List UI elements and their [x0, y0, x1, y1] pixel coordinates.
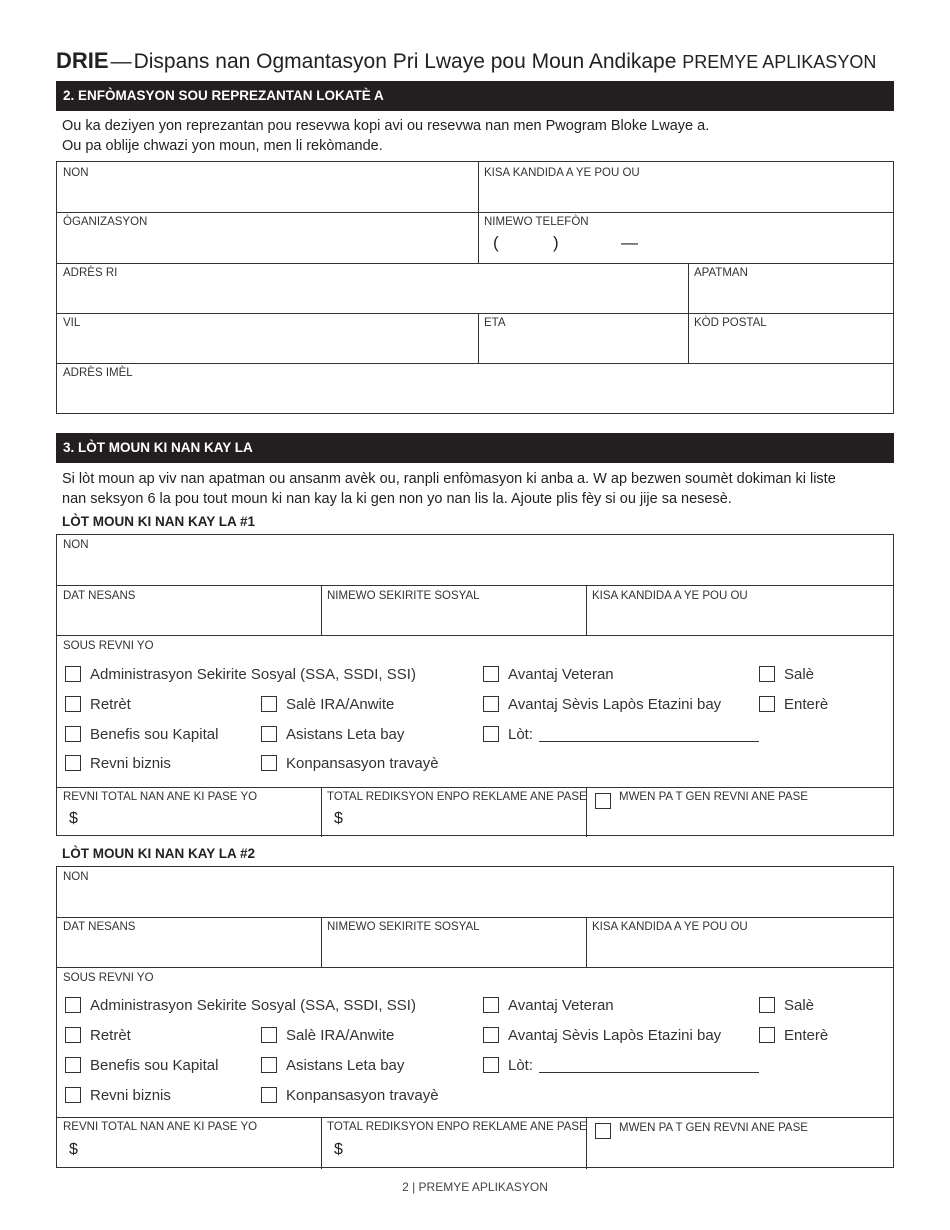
member-2-ssa-checkbox[interactable] — [65, 997, 81, 1013]
member-1-no-income-label: MWEN PA T GEN REVNI ANE PASE — [619, 791, 808, 803]
member-2-deductions-field[interactable]: TOTAL REDIKSYON ENPO REKLAME ANE PASE — [327, 1121, 587, 1133]
member-2-business-label: Revni biznis — [90, 1087, 171, 1104]
member-2-ira-label: Salè IRA/Anwite — [286, 1027, 395, 1044]
title-subtitle: PREMYE APLIKASYON — [682, 52, 877, 72]
member-1-capital-label: Benefis sou Kapital — [90, 726, 219, 743]
rep-street-field[interactable]: ADRÈS RI — [63, 267, 118, 279]
member-1-heading: LÒT MOUN KI NAN KAY LA #1 — [62, 514, 256, 529]
member-2-income-dollar: $ — [69, 1141, 78, 1158]
member-1-interest-checkbox[interactable] — [759, 696, 775, 712]
section-2-intro — [62, 116, 882, 156]
member-1-veteran-checkbox[interactable] — [483, 666, 499, 682]
member-1-ira-checkbox[interactable] — [261, 696, 277, 712]
member-1-ssa-checkbox[interactable] — [65, 666, 81, 682]
member-1-capital-checkbox[interactable] — [65, 726, 81, 742]
section-3-intro-line-2: nan seksyon 6 la pou tout moun ki nan kay la ki gen non yo nan lis la. Ajoute plis fèy si ou jije sa nesesè. — [62, 491, 732, 507]
member-1-pension-checkbox[interactable] — [65, 696, 81, 712]
member-2-dob-field[interactable]: DAT NESANS — [63, 921, 136, 933]
member-1-other-input[interactable] — [539, 741, 759, 742]
member-1-income-dollar: $ — [69, 810, 78, 827]
member-2-state-assist-checkbox[interactable] — [261, 1057, 277, 1073]
member-1-business-checkbox[interactable] — [65, 755, 81, 771]
member-2-other-label: Lòt: — [508, 1057, 534, 1074]
section-2-intro-line-1: Ou ka deziyen yon reprezantan pou resevwa kopi avi ou resevwa nan men Pwogram Bloke Lwaye a. — [62, 118, 710, 134]
representative-box — [56, 161, 894, 414]
member-1-other-label: Lòt: — [508, 726, 534, 743]
member-2-income-sources-label: SOUS REVNI YO — [63, 972, 154, 984]
member-2-no-income-checkbox[interactable] — [595, 1123, 611, 1139]
member-1-salary-checkbox[interactable] — [759, 666, 775, 682]
member-1-postal-checkbox[interactable] — [483, 696, 499, 712]
title-main: Dispans nan Ogmantasyon Pri Lwaye pou Moun Andikape — [133, 50, 677, 73]
member-2-ssa-label: Administrasyon Sekirite Sosyal (SSA, SSDI, SSI) — [90, 997, 416, 1014]
member-2-workers-comp-checkbox[interactable] — [261, 1087, 277, 1103]
member-2-box — [56, 866, 894, 1168]
phone-close-paren: ) — [553, 233, 559, 252]
phone-dash: — — [621, 233, 638, 252]
rep-state-field[interactable]: ETA — [484, 317, 506, 329]
member-2-heading: LÒT MOUN KI NAN KAY LA #2 — [62, 846, 256, 861]
member-2-no-income-label: MWEN PA T GEN REVNI ANE PASE — [619, 1122, 808, 1134]
member-1-state-assist-label: Asistans Leta bay — [286, 726, 405, 743]
member-2-other-input[interactable] — [539, 1072, 759, 1073]
member-2-interest-label: Enterè — [784, 1027, 829, 1044]
member-2-postal-checkbox[interactable] — [483, 1027, 499, 1043]
rep-phone-field[interactable]: NIMEWO TELEFÒN — [484, 216, 589, 228]
rep-organization-field[interactable]: ÒGANIZASYON — [63, 216, 148, 228]
member-2-business-checkbox[interactable] — [65, 1087, 81, 1103]
member-1-interest-label: Enterè — [784, 696, 829, 713]
rep-name-field[interactable]: NON — [63, 167, 89, 179]
member-1-ssn-field[interactable]: NIMEWO SEKIRITE SOSYAL — [327, 590, 480, 602]
section-2-intro-line-2: Ou pa oblije chwazi yon moun, men li rekòmande. — [62, 138, 383, 154]
member-1-deductions-dollar: $ — [334, 810, 343, 827]
member-2-pension-label: Retrèt — [90, 1027, 131, 1044]
member-1-state-assist-checkbox[interactable] — [261, 726, 277, 742]
member-1-ssa-label: Administrasyon Sekirite Sosyal (SSA, SSDI, SSI) — [90, 666, 416, 683]
member-2-total-income-field[interactable]: REVNI TOTAL NAN ANE KI PASE YO — [63, 1121, 258, 1133]
page-footer: 2 | PREMYE APLIKASYON — [402, 1180, 548, 1194]
member-1-salary-label: Salè — [784, 666, 815, 683]
member-2-capital-label: Benefis sou Kapital — [90, 1057, 219, 1074]
member-1-business-label: Revni biznis — [90, 755, 171, 772]
member-1-dob-field[interactable]: DAT NESANS — [63, 590, 136, 602]
title-bold: DRIE — [56, 48, 109, 73]
member-1-no-income-checkbox[interactable] — [595, 793, 611, 809]
member-1-pension-label: Retrèt — [90, 696, 131, 713]
rep-city-field[interactable]: VIL — [63, 317, 81, 329]
member-1-box — [56, 534, 894, 836]
rep-zip-field[interactable]: KÒD POSTAL — [694, 317, 767, 329]
member-2-veteran-label: Avantaj Veteran — [508, 997, 614, 1014]
member-2-veteran-checkbox[interactable] — [483, 997, 499, 1013]
rep-relation-field[interactable]: KISA KANDIDA A YE POU OU — [484, 167, 640, 179]
rep-email-field[interactable]: ADRÈS IMÈL — [63, 367, 133, 379]
rep-apartment-field[interactable]: APATMAN — [694, 267, 748, 279]
member-1-income-sources-label: SOUS REVNI YO — [63, 640, 154, 652]
member-1-total-income-field[interactable]: REVNI TOTAL NAN ANE KI PASE YO — [63, 791, 258, 803]
member-2-workers-comp-label: Konpansasyon travayè — [286, 1087, 439, 1104]
member-2-pension-checkbox[interactable] — [65, 1027, 81, 1043]
member-2-ira-checkbox[interactable] — [261, 1027, 277, 1043]
member-1-other-checkbox[interactable] — [483, 726, 499, 742]
member-1-deductions-field[interactable]: TOTAL REDIKSYON ENPO REKLAME ANE PASE — [327, 791, 587, 803]
member-1-name-field[interactable]: NON — [63, 539, 89, 551]
member-1-postal-label: Avantaj Sèvis Lapòs Etazini bay — [508, 696, 722, 713]
title-dash: — — [110, 50, 132, 73]
section-3-intro — [62, 469, 882, 509]
member-2-salary-checkbox[interactable] — [759, 997, 775, 1013]
member-2-other-checkbox[interactable] — [483, 1057, 499, 1073]
member-2-name-field[interactable]: NON — [63, 871, 89, 883]
member-2-ssn-field[interactable]: NIMEWO SEKIRITE SOSYAL — [327, 921, 480, 933]
member-1-workers-comp-label: Konpansasyon travayè — [286, 755, 439, 772]
member-1-veteran-label: Avantaj Veteran — [508, 666, 614, 683]
member-1-workers-comp-checkbox[interactable] — [261, 755, 277, 771]
member-2-interest-checkbox[interactable] — [759, 1027, 775, 1043]
member-2-state-assist-label: Asistans Leta bay — [286, 1057, 405, 1074]
section-2-heading: 2. ENFÒMASYON SOU REPREZANTAN LOKATÈ A — [56, 81, 894, 111]
phone-open-paren: ( — [493, 233, 499, 252]
member-2-postal-label: Avantaj Sèvis Lapòs Etazini bay — [508, 1027, 722, 1044]
member-2-deductions-dollar: $ — [334, 1141, 343, 1158]
page-title — [56, 48, 876, 74]
section-3-intro-line-1: Si lòt moun ap viv nan apatman ou ansanm avèk ou, ranpli enfòmasyon ki anba a. W ap bezwen soumèt dokiman ki liste — [62, 471, 836, 487]
member-2-capital-checkbox[interactable] — [65, 1057, 81, 1073]
member-2-salary-label: Salè — [784, 997, 815, 1014]
section-3-heading: 3. LÒT MOUN KI NAN KAY LA — [56, 433, 894, 463]
member-1-ira-label: Salè IRA/Anwite — [286, 696, 395, 713]
member-2-relation-field[interactable]: KISA KANDIDA A YE POU OU — [592, 921, 748, 933]
member-1-relation-field[interactable]: KISA KANDIDA A YE POU OU — [592, 590, 748, 602]
